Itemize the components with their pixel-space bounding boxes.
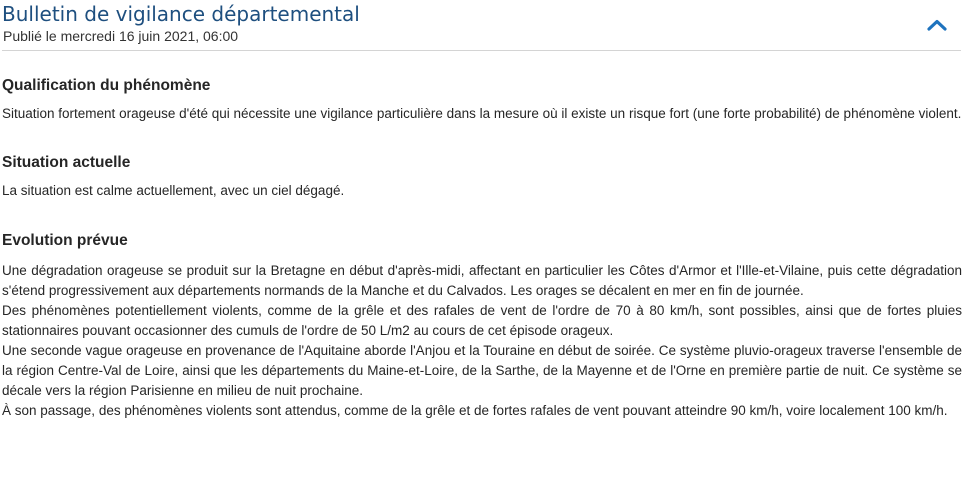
collapse-toggle-button[interactable] <box>925 13 949 37</box>
section-paragraph: La situation est calme actuellement, avec un ciel dégagé. <box>2 183 345 198</box>
bulletin-header[interactable] <box>2 0 961 51</box>
section-paragraph: Une dégradation orageuse se produit sur la Bretagne en début d'après-midi, affectant en particulier les Côtes d'Armor et l'Ille-et-Vilaine, puis cette dégradation s'étend progressivement aux départements normands de la Manche et du Calvados. Les orages se décalent en mer en fin de journée. <box>2 263 962 298</box>
page-title: Bulletin de vigilance départemental <box>2 2 360 26</box>
section-heading: Evolution prévue <box>2 232 128 249</box>
section-heading: Situation actuelle <box>2 154 131 171</box>
section-paragraph: Une seconde vague orageuse en provenance de l'Aquitaine aborde l'Anjou et la Touraine en début de soirée. Ce système pluvio-orageux traverse l'ensemble de la région Centre-Val de Loire, ainsi que les départements du Maine-et-Loire, de la Sarthe, de la Mayenne et de l'Orne en première partie de nuit. Ce système se décale vers la région Parisienne en milieu de nuit prochaine. <box>2 343 962 398</box>
section-qualification <box>2 76 962 124</box>
section-paragraph: Des phénomènes potentiellement violents, comme de la grêle et des rafales de vent de l'ordre de 70 à 80 km/h, sont possibles, ainsi que de fortes pluies stationnaires pouvant occasionner des cumuls de l'ordre de 50 L/m2 au cours de cet épisode orageux. <box>2 303 962 338</box>
section-paragraph: Situation fortement orageuse d'été qui nécessite une vigilance particulière dans la mesure où il existe un risque fort (une forte probabilité) de phénomène violent. <box>2 106 962 121</box>
section-forecast-evolution <box>2 231 962 421</box>
section-current-situation <box>2 153 962 201</box>
section-heading: Qualification du phénomène <box>2 77 211 94</box>
forecast-paragraphs <box>2 261 962 421</box>
section-paragraph: À son passage, des phénomènes violents sont attendus, comme de la grêle et de fortes rafales de vent pouvant atteindre 90 km/h, voire localement 100 km/h. <box>2 403 948 418</box>
chevron-up-icon <box>927 19 947 31</box>
publish-date: Publié le mercredi 16 juin 2021, 06:00 <box>3 28 239 44</box>
bulletin-content <box>2 51 962 421</box>
